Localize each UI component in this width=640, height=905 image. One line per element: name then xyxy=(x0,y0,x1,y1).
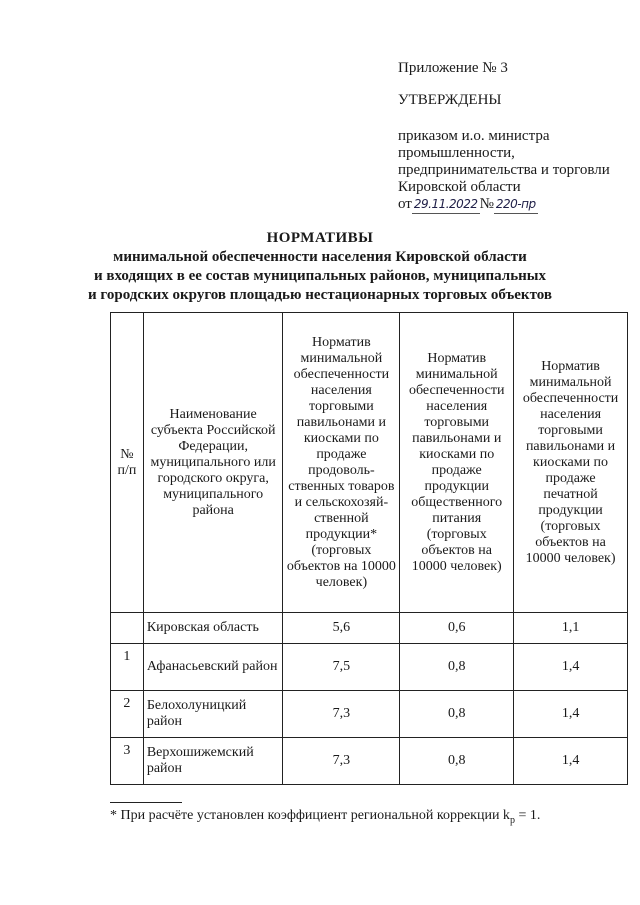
approval-block xyxy=(398,60,628,214)
cell-number xyxy=(111,613,144,644)
footnote xyxy=(110,808,540,829)
footnote-subscript: р xyxy=(509,814,515,826)
table-row xyxy=(111,738,628,785)
header-print-norm: Норматив минимальной обеспеченности населения торговыми павильонами и киосками по продаже печатной продукции (торговых объектов на 10000 человек) xyxy=(514,313,628,613)
cell-name: Кировская область xyxy=(143,613,283,644)
cell-food: 7,5 xyxy=(283,644,400,691)
table-header-row xyxy=(111,313,628,613)
cell-catering: 0,6 xyxy=(400,613,514,644)
order-date-number xyxy=(398,196,628,214)
cell-number: 3 xyxy=(111,738,144,785)
cell-print: 1,4 xyxy=(514,644,628,691)
cell-name: Афанасьевский район xyxy=(143,644,283,691)
cell-food: 5,6 xyxy=(283,613,400,644)
approved-label: УТВЕРЖДЕНЫ xyxy=(398,92,502,108)
order-line: промышленности, xyxy=(398,145,515,161)
table-row xyxy=(111,613,628,644)
footnote-divider xyxy=(110,802,182,803)
cell-food: 7,3 xyxy=(283,691,400,738)
norms-table xyxy=(110,312,628,785)
header-number: № п/п xyxy=(111,313,144,613)
handwritten-date: 29.11.2022 xyxy=(412,196,480,214)
header-food-norm: Норматив минимальной обеспеченности населения торговыми павильонами и киосками по продаже продоволь-ственных товаров и сельскохозяй-ственной продукции* (торговых объектов на 10000 человек) xyxy=(283,313,400,613)
title-line: и входящих в ее состав муниципальных районов, муниципальных xyxy=(93,268,546,284)
cell-print: 1,1 xyxy=(514,613,628,644)
cell-print: 1,4 xyxy=(514,691,628,738)
footnote-text: * При расчёте установлен коэффициент региональной коррекции k xyxy=(110,808,510,823)
cell-catering: 0,8 xyxy=(400,644,514,691)
title-line: минимальной обеспеченности населения Кировской области xyxy=(113,249,527,265)
order-line: предпринимательства и торговли xyxy=(398,162,610,178)
header-catering-norm: Норматив минимальной обеспеченности населения торговыми павильонами и киосками по продаже продукции общественного питания (торговых объектов на 10000 человек) xyxy=(400,313,514,613)
header-name: Наименование субъекта Российской Федерации, муниципального или городского округа, муниципального района xyxy=(143,313,283,613)
title-main: НОРМАТИВЫ xyxy=(266,230,374,246)
title-line: и городских округов площадью нестационарных торговых объектов xyxy=(88,287,552,303)
cell-name: Белохолуницкий район xyxy=(143,691,283,738)
cell-number: 2 xyxy=(111,691,144,738)
cell-print: 1,4 xyxy=(514,738,628,785)
cell-catering: 0,8 xyxy=(400,738,514,785)
appendix-label: Приложение № 3 xyxy=(398,60,508,76)
order-line: Кировской области xyxy=(398,179,521,195)
number-prefix: № xyxy=(479,196,494,212)
cell-food: 7,3 xyxy=(283,738,400,785)
table-row xyxy=(111,644,628,691)
footnote-suffix: = 1. xyxy=(514,808,541,823)
date-prefix: от xyxy=(398,196,412,212)
table-row xyxy=(111,691,628,738)
handwritten-number: 220-пр xyxy=(494,196,538,214)
cell-number: 1 xyxy=(111,644,144,691)
document-title xyxy=(0,229,640,305)
cell-catering: 0,8 xyxy=(400,691,514,738)
order-line: приказом и.о. министра xyxy=(398,128,550,144)
cell-name: Верхошижемский район xyxy=(143,738,283,785)
